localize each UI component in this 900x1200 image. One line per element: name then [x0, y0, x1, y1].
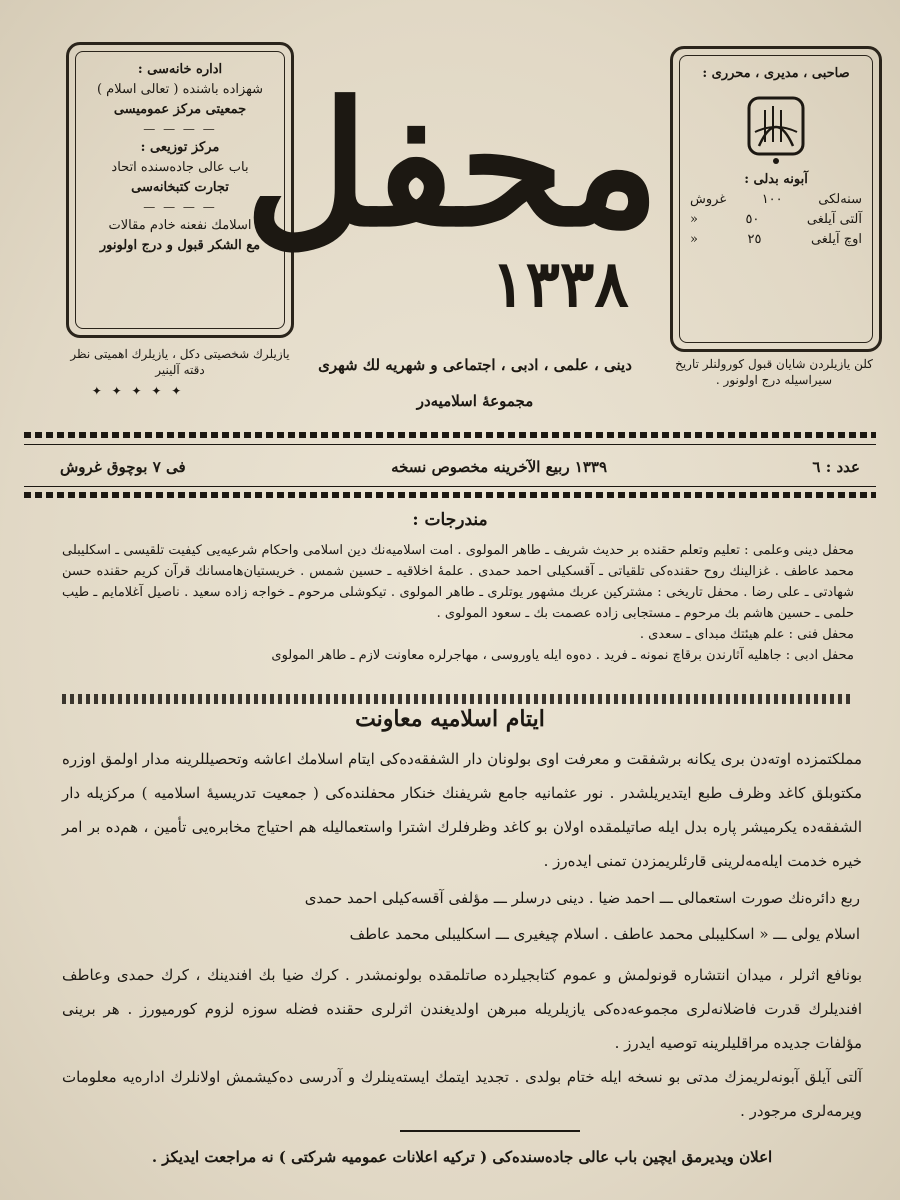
submission-notice-2: مع الشکر قبول و درج اولونور — [99, 238, 261, 253]
office-society: جمعیتی مرکز عمومیسی — [113, 102, 247, 117]
price-amount: ٥٠ — [745, 212, 760, 227]
book-row: اسلام یولی ـــ « اسکلیبلی محمد عاطف . اسلام چیغیری ـــ اسکلیبلی محمد عاطف — [349, 925, 860, 943]
article-body-2 — [62, 958, 862, 1060]
article-paragraph: مملکتمزده اوته‌دن بری یکانه برشفقت و معرفت اوی بولونان دار الشفقه‌ده‌کی ایتام اسلامك اعاشه وتحصیللرینه مدار اولمق اوزره مکتوبلق کاغد وظرف طبع ایتدیریلشدر . نور عثمانیه جامع شریفنك خنکار محفلنده‌کی ( جمعیت تدریسیهٔ اسلامیه ) مرکزیله دار الشفقه‌ده یکرمیشر پاره بدل ایله صاتیلمقده اولان بو کاغد وظرفلرك اشترا واستعمالیله هم احتیاج مخابره‌یی تأمین ، هم‌ده بر امر خیره خدمت ایله‌مه‌لرینی قارئلریمزدن تمنی ایده‌رز . — [62, 750, 862, 870]
issue-bar — [60, 452, 860, 482]
issue-number: عدد : ٦ — [812, 458, 860, 476]
contents-paragraph: محفل ادبی : جاهلیه آثارندن برقاچ نمونه ـ فرید . دەوە ایله یاوروسی ، مهاجرلره معاونت لازم ـ طاهر المولوی — [271, 648, 854, 663]
article-paragraph: بونافع اثرلر ، میدان انتشاره قونولمش و عموم کتابجیلرده صاتلمقده بولونمشدر . کرك ضیا بك افندینك ، کرك حمدی وعاطف افندیلرك قدرت فاضلانه‌لری مجموعه‌ده‌کی یازیلریله مبرهن اولدیغندن اثرلری حقنده فضله سوزه لزوم کورمیورز . هر برینی مؤلفات جدیده مراقلیلرینه توصیه ایدرز . — [62, 966, 862, 1052]
box-divider: — — — — — [143, 122, 217, 136]
closing-paragraph: آلتی آیلق آبونه‌لریمزك مدتی بو نسخه ایله ختام بولدی . تجدید ایتمك ایسته‌ینلرك و آدرسی ده‌کیشمش اولانلرك اداره‌یه معلومات ویرمه‌لری مرجودر . — [62, 1068, 862, 1120]
masthead-subtitle: دینی ، علمی ، ادبی ، اجتماعی و شهریه لك شهری — [318, 356, 632, 374]
rule — [24, 432, 876, 438]
price-unit: « — [690, 232, 698, 247]
price-term: سنه‌لکی — [818, 192, 862, 207]
article-body — [62, 742, 862, 878]
price-row-three-months — [690, 230, 862, 250]
right-note: کلن یازیلردن شایان قبول کورولنلر تاریخ سیراسیله درج اولونور . — [675, 357, 873, 387]
price-unit: « — [690, 212, 698, 227]
masthead-title: محفل — [244, 65, 660, 265]
advertising-notice: اعلان ویدیرمق ایچین باب عالی جاده‌سنده‌کی ( ترکیه اعلانات عمومیه شرکتی ) نه مراجعت ایدیکز . — [151, 1148, 773, 1166]
masthead-subtitle-2: مجموعهٔ اسلامیه‌در — [416, 392, 534, 410]
distribution-label: مرکز توزیعی : — [140, 140, 220, 155]
separator-line — [400, 1130, 580, 1132]
price-row-yearly — [690, 190, 862, 210]
ornamental-border — [62, 694, 854, 704]
book-row: ربع دائره‌نك صورت استعمالی ـــ احمد ضیا . دینی درسلر ـــ مؤلفی آقسه‌کیلی احمد حمدی — [304, 889, 860, 907]
issue-price: فی ٧ بوچوق غروش — [60, 458, 186, 476]
owner-label: صاحبی ، مدیری ، محرری : — [702, 66, 850, 81]
contents-paragraph: محفل دینی وعلمی : تعلیم وتعلم حقنده بر حدیث شریف ـ طاهر المولوی . امت اسلامیه‌نك دین اسلامی واحکام شرعیه‌یی کیفیت تلقیسی ـ اسکلیبلی محمد عاطف . غزالینك روح حقنده‌کی تلقیاتی ـ آقسکیلی احمد حمدی . علمهٔ اخلاقیه ـ حسین شمس . خریستیان‌هامسانك قرآن کریم حقنده حسن شهادتی ـ علی رضا . محفل تاریخی : مشترکین عربك مشهور یوتلری ـ طاهر المولوی . تیکوشلی مرحوم ـ خواجه زاده سعید . ناصیل آغلامایم ـ طیب حلمی ـ حسین هاشم بك مرحوم ـ مستجابی زاده عصمت بك ـ سعود المولوی . — [62, 543, 854, 621]
book-list — [100, 880, 860, 952]
box-divider: — — — — — [143, 200, 217, 214]
ornament: ✦ ✦ ✦ ✦ ✦ — [91, 384, 185, 398]
rule — [24, 492, 876, 498]
masthead-year: ١٣٣٨ — [491, 247, 629, 322]
price-amount: ١٠٠ — [761, 192, 783, 207]
rule — [24, 486, 876, 487]
price-term: آلتی آیلغی — [806, 212, 862, 227]
left-note: یازیلرك شخصیتی دکل ، یازیلرك اهمیتی نظر دقته آلینیر — [70, 347, 290, 377]
distribution-address: باب عالی جاده‌سنده اتحاد — [111, 160, 249, 175]
subscription-label: آبونه بدلی : — [744, 172, 808, 187]
price-unit: غروش — [690, 192, 727, 207]
rule — [24, 444, 876, 445]
issue-date: ١٣٣٩ ربیع الآخرینه مخصوص نسخه — [391, 458, 608, 476]
distribution-bookshop: تجارت کتبخانه‌سی — [131, 180, 229, 195]
office-label: اداره خانه‌سی : — [137, 62, 223, 77]
submission-notice-1: اسلامك نفعنه خادم مقالات — [108, 218, 252, 233]
subscription-box — [670, 46, 882, 352]
subscription-notice — [62, 1060, 862, 1128]
contents-title: مندرجات : — [412, 510, 488, 530]
office-address: شهزاده باشنده ( تعالی اسلام ) — [96, 82, 264, 97]
tughra-seal-icon — [741, 88, 811, 168]
article-title: ایتام اسلامیه معاونت — [355, 706, 545, 732]
price-row-six-months — [690, 210, 862, 230]
price-term: اوچ آیلغی — [810, 232, 862, 247]
price-amount: ٢٥ — [747, 232, 762, 247]
contents-paragraph: محفل فنی : علم هیئتك مبدای ـ سعدی . — [639, 627, 854, 642]
contents-body — [62, 540, 854, 666]
